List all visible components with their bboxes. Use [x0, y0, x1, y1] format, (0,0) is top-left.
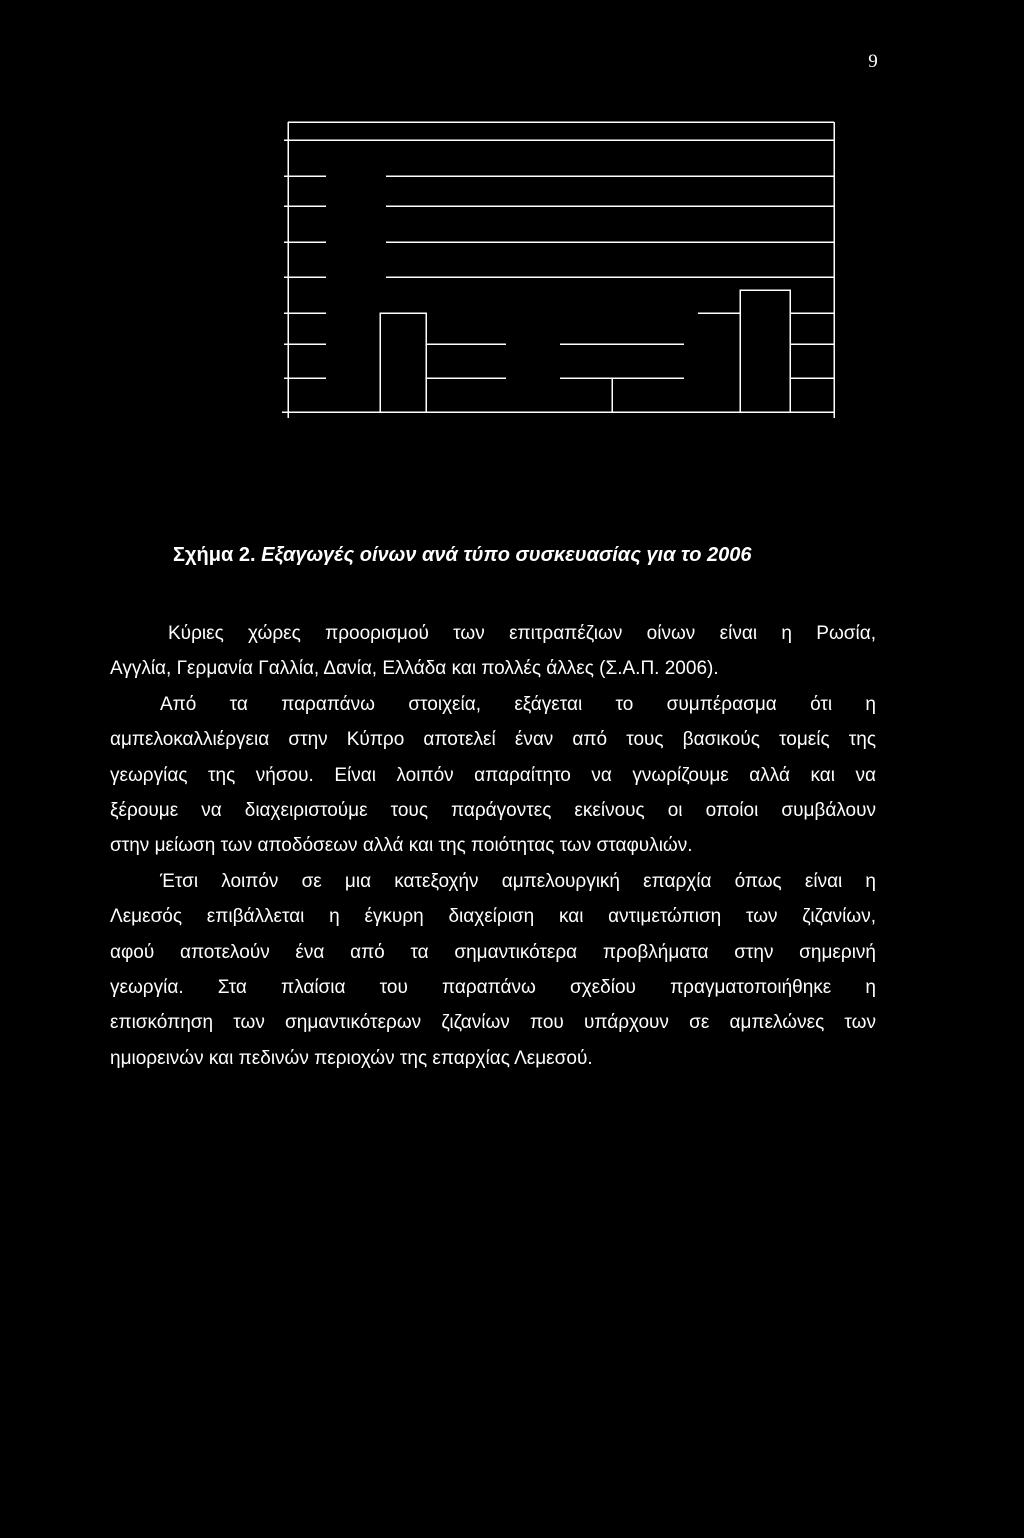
body-line: ημιορεινών και πεδινών περιοχών της επαρχίας Λεμεσού.	[110, 1047, 593, 1069]
body-line: γεωργία. Στα πλαίσια του παραπάνω σχεδίου πραγματοποιήθηκε η	[110, 977, 876, 999]
body-line: στην μείωση των αποδόσεων αλλά και της ποιότητας των σταφυλιών.	[110, 835, 693, 857]
body-line: Έτσι λοιπόν σε μια κατεξοχήν αμπελουργική επαρχία όπως είναι η	[160, 870, 876, 892]
body-line: επισκόπηση των σημαντικότερων ζιζανίων που υπάρχουν σε αμπελώνες των	[110, 1012, 876, 1034]
body-line: γεωργίας της νήσου. Είναι λοιπόν απαραίτητο να γνωρίζουμε αλλά και να	[110, 764, 876, 786]
bar-1	[380, 313, 426, 412]
body-line: αμπελοκαλλιέργεια στην Κύπρο αποτελεί έναν από τους βασικούς τομείς της	[110, 729, 876, 751]
figure-caption-label: Σχήμα 2.	[173, 544, 256, 566]
body-line: αφού αποτελούν ένα από τα σημαντικότερα προβλήματα στην σημερινή	[110, 941, 876, 963]
body-line: Από τα παραπάνω στοιχεία, εξάγεται το συμπέρασμα ότι η	[160, 693, 876, 715]
body-line: ξέρουμε να διαχειριστούμε τους παράγοντες εκείνους οι οποίοι συμβάλουν	[110, 800, 876, 822]
bar-3	[740, 290, 790, 412]
body-paragraph	[110, 616, 876, 1076]
figure-2-line-drawing	[278, 118, 844, 428]
body-line: Λεμεσός επιβάλλεται η έγκυρη διαχείριση και αντιμετώπιση των ζιζανίων,	[110, 906, 876, 928]
page-number: 9	[868, 51, 878, 72]
figure-caption-text: Εξαγωγές οίνων ανά τύπο συσκευασίας για το 2006	[261, 544, 752, 566]
figure-caption	[173, 541, 933, 569]
figure-2-chart-frame	[278, 118, 844, 428]
body-line: Αγγλία, Γερμανία Γαλλία, Δανία, Ελλάδα και πολλές άλλες (Σ.Α.Π. 2006).	[110, 658, 719, 680]
body-line: Κύριες χώρες προορισμού των επιτραπέζιων οίνων είναι η Ρωσία,	[168, 623, 876, 644]
